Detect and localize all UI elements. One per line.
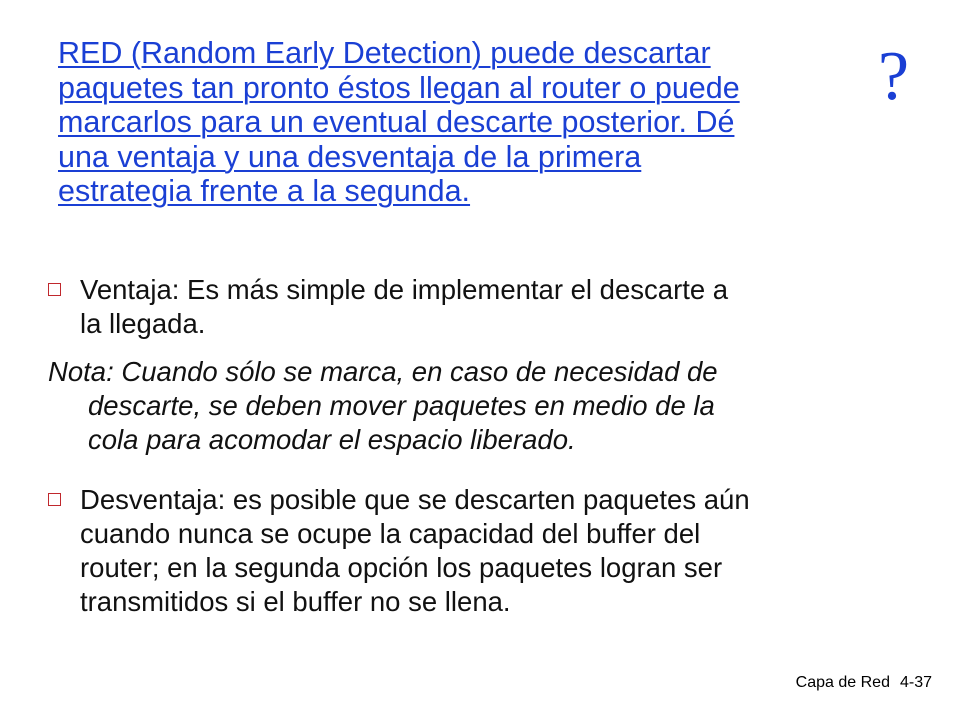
square-bullet-icon xyxy=(48,493,61,506)
bullet-desventaja xyxy=(48,483,928,619)
slide-footer xyxy=(796,674,932,692)
bullet-line: cuando nunca se ocupe la capacidad del buffer del xyxy=(80,518,701,549)
note-paragraph xyxy=(48,355,928,457)
page-number: 4-37 xyxy=(899,674,932,691)
bullet-line: transmitidos si el buffer no se llena. xyxy=(80,586,511,617)
bullet-ventaja xyxy=(48,273,928,341)
note-line: Nota: Cuando sólo se marca, en caso de necesidad de xyxy=(48,356,718,387)
bullet-line: router; en la segunda opción los paquetes logran ser xyxy=(80,552,723,583)
title-line-2: paquetes tan pronto éstos llegan al router o puede xyxy=(58,70,740,105)
title-line-5: estrategia frente a la segunda. xyxy=(58,174,471,208)
slide-title xyxy=(58,36,898,209)
bullet-line: la llegada. xyxy=(80,308,206,339)
square-bullet-icon xyxy=(48,283,61,296)
note-line: cola para acomodar el espacio liberado. xyxy=(88,424,576,455)
bullet-line: Desventaja: es posible que se descarten paquetes aún xyxy=(80,484,750,515)
footer-section: Capa de Red xyxy=(795,674,890,691)
title-line-1: RED (Random Early Detection) puede descartar xyxy=(58,36,711,70)
title-line-3: marcarlos para un eventual descarte posterior. Dé xyxy=(58,105,735,139)
note-line: descarte, se deben mover paquetes en medio de la xyxy=(88,390,715,421)
question-mark: ? xyxy=(878,38,910,115)
title-line-4: una ventaja y una desventaja de la primera xyxy=(58,139,642,174)
bullet-line: Ventaja: Es más simple de implementar el descarte a xyxy=(80,274,729,305)
